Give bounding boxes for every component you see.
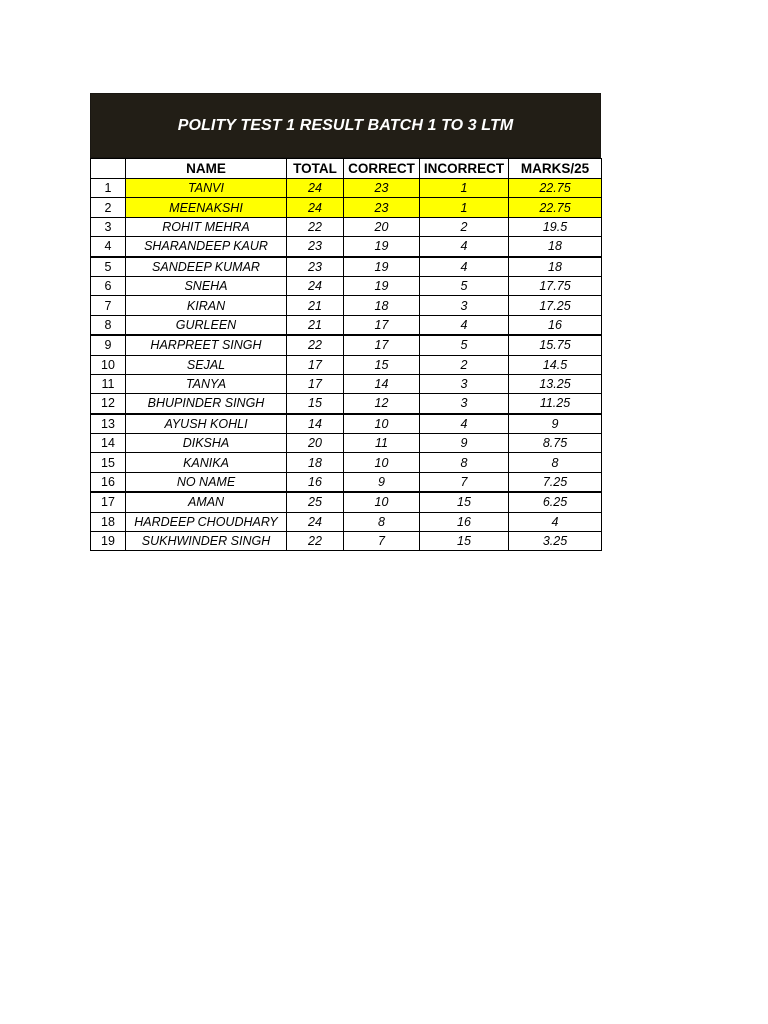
cell-marks: 15.75	[509, 335, 602, 355]
cell-correct: 10	[344, 492, 420, 512]
cell-total: 18	[287, 453, 344, 472]
table-row	[91, 434, 602, 453]
cell-marks: 16	[509, 315, 602, 335]
table-row	[91, 532, 602, 551]
cell-total: 21	[287, 315, 344, 335]
cell-correct: 8	[344, 512, 420, 531]
cell-total: 24	[287, 512, 344, 531]
cell-incorrect: 7	[420, 472, 509, 492]
cell-total: 17	[287, 355, 344, 374]
table-row	[91, 237, 602, 257]
cell-index: 13	[91, 414, 126, 434]
cell-marks: 7.25	[509, 472, 602, 492]
cell-marks: 13.25	[509, 374, 602, 393]
cell-total: 24	[287, 198, 344, 217]
table-row	[91, 414, 602, 434]
cell-marks: 8.75	[509, 434, 602, 453]
table-row	[91, 198, 602, 217]
cell-correct: 9	[344, 472, 420, 492]
col-header-name: NAME	[126, 159, 287, 179]
cell-name: SUKHWINDER SINGH	[126, 532, 287, 551]
cell-total: 24	[287, 276, 344, 295]
cell-correct: 18	[344, 296, 420, 315]
cell-total: 16	[287, 472, 344, 492]
cell-index: 18	[91, 512, 126, 531]
cell-incorrect: 15	[420, 492, 509, 512]
cell-incorrect: 3	[420, 394, 509, 414]
table-row	[91, 179, 602, 198]
cell-marks: 8	[509, 453, 602, 472]
cell-correct: 17	[344, 335, 420, 355]
cell-index: 7	[91, 296, 126, 315]
cell-correct: 17	[344, 315, 420, 335]
cell-incorrect: 4	[420, 414, 509, 434]
cell-marks: 18	[509, 257, 602, 277]
cell-marks: 22.75	[509, 179, 602, 198]
cell-total: 25	[287, 492, 344, 512]
cell-name: HARPREET SINGH	[126, 335, 287, 355]
cell-marks: 11.25	[509, 394, 602, 414]
cell-correct: 19	[344, 257, 420, 277]
cell-total: 14	[287, 414, 344, 434]
col-header-correct: CORRECT	[344, 159, 420, 179]
cell-marks: 18	[509, 237, 602, 257]
cell-incorrect: 5	[420, 335, 509, 355]
cell-incorrect: 16	[420, 512, 509, 531]
cell-index: 11	[91, 374, 126, 393]
cell-name: SANDEEP KUMAR	[126, 257, 287, 277]
table-row	[91, 453, 602, 472]
cell-correct: 7	[344, 532, 420, 551]
cell-incorrect: 3	[420, 374, 509, 393]
table-row	[91, 355, 602, 374]
cell-index: 9	[91, 335, 126, 355]
cell-index: 16	[91, 472, 126, 492]
cell-index: 19	[91, 532, 126, 551]
cell-incorrect: 2	[420, 355, 509, 374]
table-body	[91, 179, 602, 551]
cell-incorrect: 9	[420, 434, 509, 453]
table-row	[91, 217, 602, 236]
cell-name: ROHIT MEHRA	[126, 217, 287, 236]
col-header-marks: MARKS/25	[509, 159, 602, 179]
cell-marks: 3.25	[509, 532, 602, 551]
cell-incorrect: 2	[420, 217, 509, 236]
cell-index: 14	[91, 434, 126, 453]
cell-name: KIRAN	[126, 296, 287, 315]
cell-total: 24	[287, 179, 344, 198]
cell-name: SNEHA	[126, 276, 287, 295]
cell-total: 17	[287, 374, 344, 393]
cell-index: 15	[91, 453, 126, 472]
cell-total: 23	[287, 257, 344, 277]
table-row	[91, 394, 602, 414]
table-row	[91, 257, 602, 277]
cell-marks: 9	[509, 414, 602, 434]
cell-correct: 20	[344, 217, 420, 236]
cell-incorrect: 15	[420, 532, 509, 551]
cell-total: 20	[287, 434, 344, 453]
cell-marks: 4	[509, 512, 602, 531]
cell-total: 15	[287, 394, 344, 414]
cell-correct: 12	[344, 394, 420, 414]
sheet-title: POLITY TEST 1 RESULT BATCH 1 TO 3 LTM	[90, 93, 601, 158]
cell-name: AYUSH KOHLI	[126, 414, 287, 434]
cell-name: NO NAME	[126, 472, 287, 492]
cell-marks: 17.75	[509, 276, 602, 295]
cell-correct: 10	[344, 414, 420, 434]
cell-name: SHARANDEEP KAUR	[126, 237, 287, 257]
cell-incorrect: 8	[420, 453, 509, 472]
cell-total: 23	[287, 237, 344, 257]
cell-total: 22	[287, 532, 344, 551]
cell-index: 5	[91, 257, 126, 277]
result-sheet	[90, 93, 601, 551]
cell-incorrect: 1	[420, 179, 509, 198]
cell-index: 1	[91, 179, 126, 198]
cell-correct: 15	[344, 355, 420, 374]
results-table	[90, 158, 602, 551]
cell-name: SEJAL	[126, 355, 287, 374]
cell-correct: 10	[344, 453, 420, 472]
table-row	[91, 472, 602, 492]
cell-index: 8	[91, 315, 126, 335]
col-header-index	[91, 159, 126, 179]
cell-name: BHUPINDER SINGH	[126, 394, 287, 414]
cell-correct: 23	[344, 179, 420, 198]
cell-correct: 14	[344, 374, 420, 393]
cell-name: TANVI	[126, 179, 287, 198]
cell-incorrect: 4	[420, 257, 509, 277]
cell-marks: 14.5	[509, 355, 602, 374]
table-row	[91, 374, 602, 393]
header-row	[91, 159, 602, 179]
cell-name: HARDEEP CHOUDHARY	[126, 512, 287, 531]
cell-correct: 19	[344, 237, 420, 257]
cell-index: 12	[91, 394, 126, 414]
cell-name: AMAN	[126, 492, 287, 512]
table-row	[91, 315, 602, 335]
cell-index: 17	[91, 492, 126, 512]
cell-incorrect: 3	[420, 296, 509, 315]
table-row	[91, 512, 602, 531]
cell-incorrect: 5	[420, 276, 509, 295]
cell-index: 6	[91, 276, 126, 295]
cell-marks: 17.25	[509, 296, 602, 315]
cell-total: 22	[287, 335, 344, 355]
cell-incorrect: 4	[420, 315, 509, 335]
col-header-total: TOTAL	[287, 159, 344, 179]
cell-marks: 19.5	[509, 217, 602, 236]
col-header-incorrect: INCORRECT	[420, 159, 509, 179]
cell-incorrect: 4	[420, 237, 509, 257]
table-row	[91, 335, 602, 355]
cell-marks: 22.75	[509, 198, 602, 217]
cell-name: KANIKA	[126, 453, 287, 472]
cell-index: 10	[91, 355, 126, 374]
cell-index: 3	[91, 217, 126, 236]
cell-total: 22	[287, 217, 344, 236]
table-row	[91, 276, 602, 295]
cell-correct: 11	[344, 434, 420, 453]
table-row	[91, 296, 602, 315]
cell-correct: 23	[344, 198, 420, 217]
cell-index: 4	[91, 237, 126, 257]
cell-name: MEENAKSHI	[126, 198, 287, 217]
cell-total: 21	[287, 296, 344, 315]
cell-index: 2	[91, 198, 126, 217]
cell-correct: 19	[344, 276, 420, 295]
cell-name: DIKSHA	[126, 434, 287, 453]
cell-marks: 6.25	[509, 492, 602, 512]
cell-name: GURLEEN	[126, 315, 287, 335]
cell-name: TANYA	[126, 374, 287, 393]
cell-incorrect: 1	[420, 198, 509, 217]
table-row	[91, 492, 602, 512]
